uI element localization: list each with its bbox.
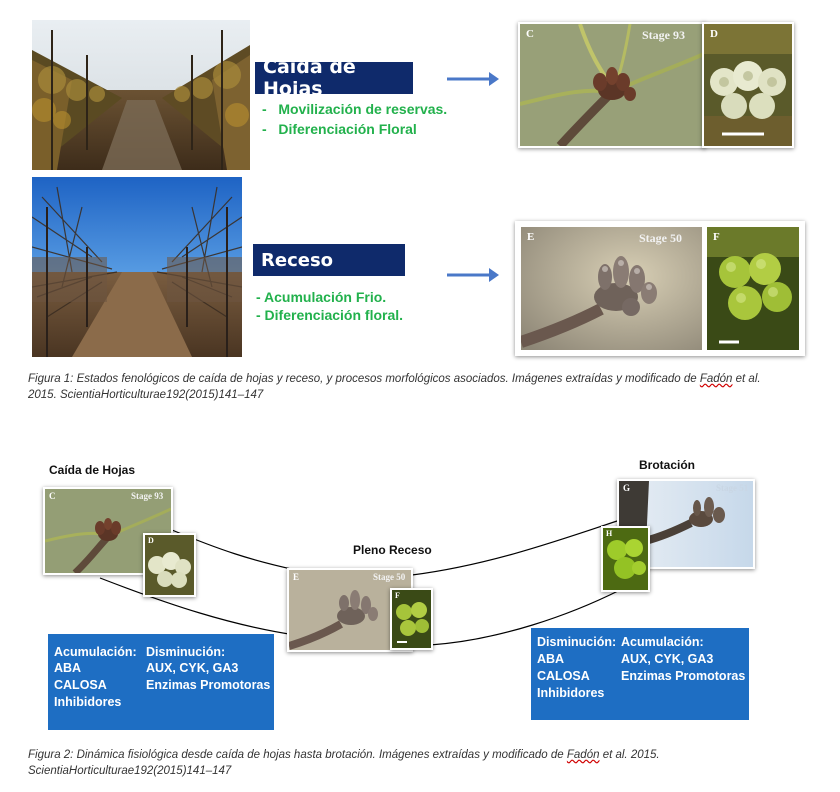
figure2-caption	[28, 747, 828, 779]
bullet-movilizacion: - Movilización de reservas.	[262, 101, 448, 117]
orchard-winter-photo	[32, 177, 242, 357]
bullet-diferenciacion-floral: - Diferenciación Floral	[262, 121, 417, 137]
box-right-col2-2: Enzimas Promotoras	[621, 669, 746, 683]
box-right-col1-0: Disminución:	[537, 635, 617, 649]
panel-f-letter: F	[713, 231, 720, 243]
node-right-photo-h	[601, 526, 650, 592]
node-left-photo-d	[143, 533, 196, 597]
node-right-letter-g: G	[623, 483, 631, 493]
panel-c-stage: Stage 93	[642, 28, 685, 42]
panel-c-letter: C	[526, 28, 534, 40]
box-right-col2-1: AUX, CYK, GA3	[621, 652, 714, 666]
box-right-col1-1: ABA	[537, 652, 565, 666]
node-title-brotacion: Brotación	[639, 458, 696, 472]
panel-c-stage93	[518, 22, 706, 148]
node-right-stage: Stage 51	[716, 483, 749, 493]
arrow-right-icon	[445, 70, 500, 88]
panel-e-letter: E	[527, 231, 535, 243]
node-middle-photo-f	[390, 588, 433, 650]
orchard-autumn-photo	[32, 20, 250, 170]
node-left-stage: Stage 93	[131, 491, 164, 501]
node-title-caida-de-hojas: Caída de Hojas	[49, 463, 136, 477]
box-left-col2-1: AUX, CYK, GA3	[146, 661, 239, 675]
panel-e-stage: Stage 50	[639, 231, 682, 245]
node-left-letter-d: D	[148, 536, 154, 545]
box-left-hormones	[48, 634, 274, 730]
node-right-letter-h: H	[606, 529, 613, 538]
box-left-col2-2: Enzimas Promotoras	[146, 678, 271, 692]
title-caida-de-hojas	[255, 56, 413, 100]
node-middle-letter-f: F	[395, 591, 400, 600]
node-left-letter-c: C	[49, 491, 56, 501]
panel-f-flower-buds	[707, 227, 799, 350]
box-right-col2-0: Acumulación:	[621, 635, 704, 649]
figure2-caption-etal: et al. 2015.	[599, 749, 660, 761]
figure1-caption-author: Fadón	[699, 373, 733, 385]
box-right-col1-2: CALOSA	[537, 669, 590, 683]
box-right-col1-3: Inhibidores	[537, 686, 605, 700]
title-receso	[253, 244, 405, 276]
figure1-caption-etal: et al.	[732, 373, 761, 385]
box-left-col1-2: CALOSA	[54, 678, 107, 692]
node-title-pleno-receso: Pleno Receso	[353, 543, 432, 557]
node-middle-stage: Stage 50	[373, 572, 406, 582]
title-caida-de-hojas-text: Caída de Hojas	[263, 56, 356, 100]
title-receso-text: Receso	[261, 249, 334, 271]
figure2-caption-author: Fadón	[566, 749, 600, 761]
box-right-hormones	[531, 628, 749, 720]
bullet-acumulacion-frio: - Acumulación Frio.	[256, 289, 387, 305]
node-middle-letter-e: E	[293, 572, 300, 582]
box-left-col1-0: Acumulación:	[54, 645, 137, 659]
panel-d-flower-primordia	[702, 22, 794, 148]
figure1-caption-citation: 2015. ScientiaHorticulturae192(2015)141–147	[28, 389, 264, 401]
arrow-right-icon	[445, 266, 500, 284]
figure2-caption-citation: ScientiaHorticulturae192(2015)141–147	[28, 765, 232, 777]
box-left-col1-1: ABA	[54, 661, 82, 675]
figure2-caption-text: Figura 2: Dinámica fisiológica desde caída de hojas hasta brotación. Imágenes extraídas y modificado de	[28, 749, 567, 761]
figure1-caption	[28, 371, 828, 403]
panel-d-letter: D	[710, 28, 718, 40]
figure1-caption-text: Figura 1: Estados fenológicos de caída de hojas y receso, y procesos morfológicos asociados. Imágenes extraídas y modificado de	[28, 373, 700, 385]
box-left-col2-0: Disminución:	[146, 645, 226, 659]
bullet-diferenciacion-floral-2: - Diferenciación floral.	[256, 307, 404, 323]
box-left-col1-3: Inhibidores	[54, 695, 122, 709]
panel-e-stage50	[521, 227, 702, 350]
